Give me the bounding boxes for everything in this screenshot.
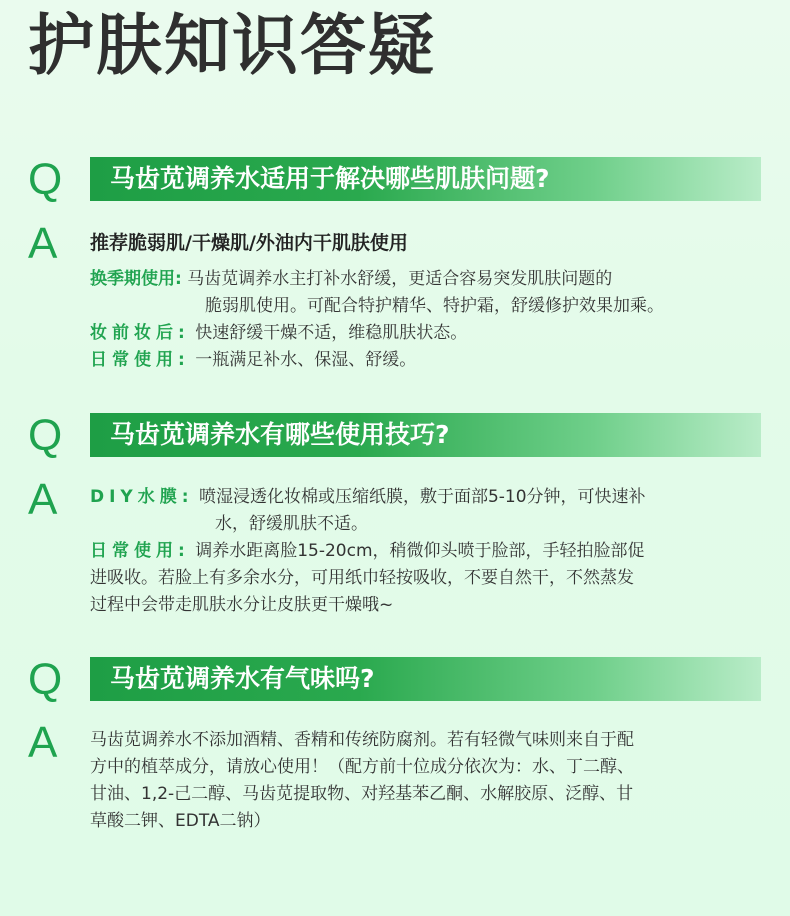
item-text: 喷湿浸透化妆棉或压缩纸膜，敷于面部5-10分钟，可快速补 bbox=[198, 487, 646, 507]
answer-item-1-1 bbox=[90, 266, 612, 292]
question-bar-1: 马齿苋调养水适用于解决哪些肌肤问题? bbox=[90, 157, 761, 201]
answer-item-1-3 bbox=[90, 347, 416, 373]
question-bar-2: 马齿苋调养水有哪些使用技巧? bbox=[90, 413, 761, 457]
item-text: 快速舒缓干燥不适，维稳肌肤状态。 bbox=[195, 323, 468, 343]
item-label: 日常使用: bbox=[90, 541, 190, 561]
answer-line-3-1: 马齿苋调养水不添加酒精、香精和传统防腐剂。若有轻微气味则来自于配 bbox=[90, 730, 634, 750]
item-text: 一瓶满足补水、保湿、舒缓。 bbox=[195, 350, 417, 370]
answer-item-2-2-cont2: 过程中会带走肌肤水分让皮肤更干燥哦~ bbox=[90, 595, 394, 615]
q-letter-1: Q bbox=[28, 155, 63, 204]
q-letter-3: Q bbox=[28, 655, 63, 704]
answer-item-1-1-cont: 脆弱肌使用。可配合特护精华、特护霜，舒缓修护效果加乘。 bbox=[205, 296, 664, 316]
item-label: DIY水膜: bbox=[90, 487, 194, 507]
answer-item-1-2 bbox=[90, 320, 467, 346]
answer-line-3-2: 方中的植萃成分，请放心使用！（配方前十位成分依次为：水、丁二醇、 bbox=[90, 757, 634, 777]
item-label: 妆前妆后: bbox=[90, 323, 190, 343]
answer-item-2-2-cont1: 进吸收。若脸上有多余水分，可用纸巾轻按吸收，不要自然干，不然蒸发 bbox=[90, 568, 634, 588]
answer-item-2-1-cont: 水，舒缓肌肤不适。 bbox=[215, 514, 368, 534]
item-text: 调养水距离脸15-20cm，稍微仰头喷于脸部，手轻拍脸部促 bbox=[195, 541, 645, 561]
item-label: 日常使用: bbox=[90, 350, 190, 370]
item-text: 马齿苋调养水主打补水舒缓，更适合容易突发肌肤问题的 bbox=[187, 269, 613, 289]
answer-item-2-1 bbox=[90, 484, 646, 510]
question-bar-3: 马齿苋调养水有气味吗? bbox=[90, 657, 761, 701]
a-letter-2: A bbox=[28, 475, 58, 524]
answer-heading-1: 推荐脆弱肌/干燥肌/外油内干肌肤使用 bbox=[90, 232, 408, 254]
a-letter-3: A bbox=[28, 718, 58, 767]
q-letter-2: Q bbox=[28, 411, 63, 460]
answer-item-2-2 bbox=[90, 538, 645, 564]
page-title: 护肤知识答疑 bbox=[28, 7, 436, 84]
item-label: 换季期使用: bbox=[90, 269, 182, 289]
a-letter-1: A bbox=[28, 219, 58, 268]
answer-line-3-4: 草酸二钾、EDTA二钠） bbox=[90, 811, 271, 831]
answer-line-3-3: 甘油、1,2-己二醇、马齿苋提取物、对羟基苯乙酮、水解胶原、泛醇、甘 bbox=[90, 784, 634, 804]
